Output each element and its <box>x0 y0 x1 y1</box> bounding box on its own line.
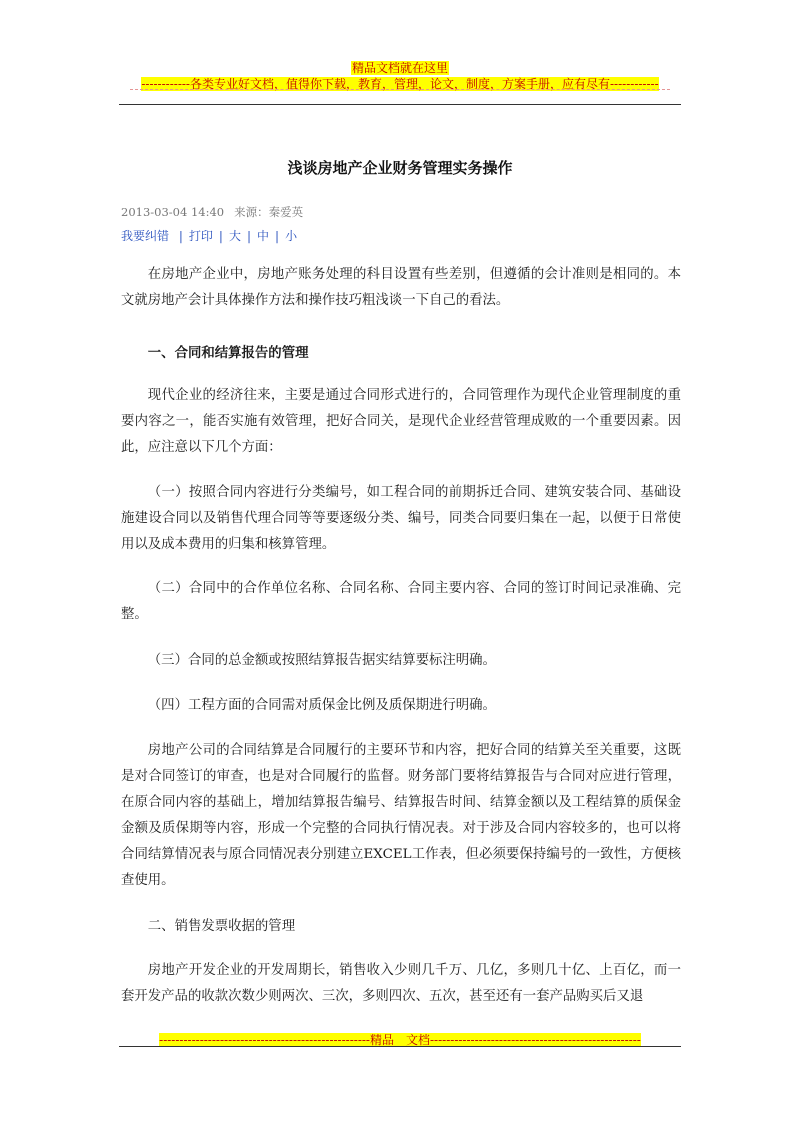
paragraph-item-1: （一）按照合同内容进行分类编号，如工程合同的前期拆迁合同、建筑安装合同、基础设施建设合同以及销售代理合同等等要逐级分类、编号，同类合同要归集在一起，以便于日常使用以及成本费用的归集和核算管理。 <box>121 485 681 552</box>
article-toolbar: 我要纠错 | 打印 | 大 | 中 | 小 <box>121 229 298 243</box>
article-date: 2013-03-04 14:40 <box>121 205 225 219</box>
footer-banner-text: ----------------------------------------------------精品 文档---------------------------------------------------- <box>159 1033 641 1047</box>
section-heading-1: 一、合同和结算报告的管理 <box>147 345 309 361</box>
font-size-small-link[interactable]: 小 <box>285 229 298 243</box>
report-error-link[interactable]: 我要纠错 <box>121 229 170 243</box>
header-rule <box>119 104 681 105</box>
article-source: 来源：秦爱英 <box>234 205 304 219</box>
section-heading-2: 二、销售发票收据的管理 <box>147 919 296 934</box>
paragraph-settlement: 房地产公司的合同结算是合同履行的主要环节和内容，把好合同的结算关至关重要，这既是对合同签订的审查，也是对合同履行的监督。财务部门要将结算报告与合同对应进行管理，在原合同内容的基础上，增加结算报告编号、结算报告时间、结算金额以及工程结算的质保金金额及质保期等内容，形成一个完整的合同执行情况表。对于涉及合同内容较多的，也可以将合同结算情况表与原合同情况表分别建立EXCEL工作表，但必须要保持编号的一致性，方便核查使用。 <box>121 743 681 888</box>
font-size-large-link[interactable]: 大 <box>228 229 241 243</box>
header-banner-text: ------------各类专业好文档，值得你下载，教育，管理，论文，制度，方案手册，应有尽有------------ <box>141 77 659 91</box>
paragraph-item-4: （四）工程方面的合同需对质保金比例及质保期进行明确。 <box>147 698 496 713</box>
paragraph-sales: 房地产开发企业的开发周期长，销售收入少则几千万、几亿，多则几十亿、上百亿，而一套开发产品的收款次数少则两次、三次，多则四次、五次，甚至还有一套产品购买后又退 <box>121 963 681 1004</box>
font-size-medium-link[interactable]: 中 <box>257 229 270 243</box>
article-title: 浅谈房地产企业财务管理实务操作 <box>287 159 513 177</box>
paragraph-item-2: （二）合同中的合作单位名称、合同名称、合同主要内容、合同的签订时间记录准确、完整。 <box>121 581 681 622</box>
paragraph-intro: 在房地产企业中，房地产账务处理的科目设置有些差别，但遵循的会计准则是相同的。本文就房地产会计具体操作方法和操作技巧粗浅谈一下自己的看法。 <box>121 267 681 308</box>
paragraph-item-3: （三）合同的总金额或按照结算报告据实结算要标注明确。 <box>147 653 496 668</box>
footer-rule <box>119 1046 681 1047</box>
header-dashed-divider <box>130 89 670 90</box>
header-title-text: 精品文档就在这里 <box>351 61 448 75</box>
article-meta <box>121 204 303 220</box>
print-link[interactable]: 打印 <box>188 229 213 243</box>
paragraph-contract-intro: 现代企业的经济往来，主要是通过合同形式进行的，合同管理作为现代企业管理制度的重要内容之一，能否实施有效管理，把好合同关，是现代企业经营管理成败的一个重要因素。因此，应注意以下几个方面： <box>121 388 681 455</box>
